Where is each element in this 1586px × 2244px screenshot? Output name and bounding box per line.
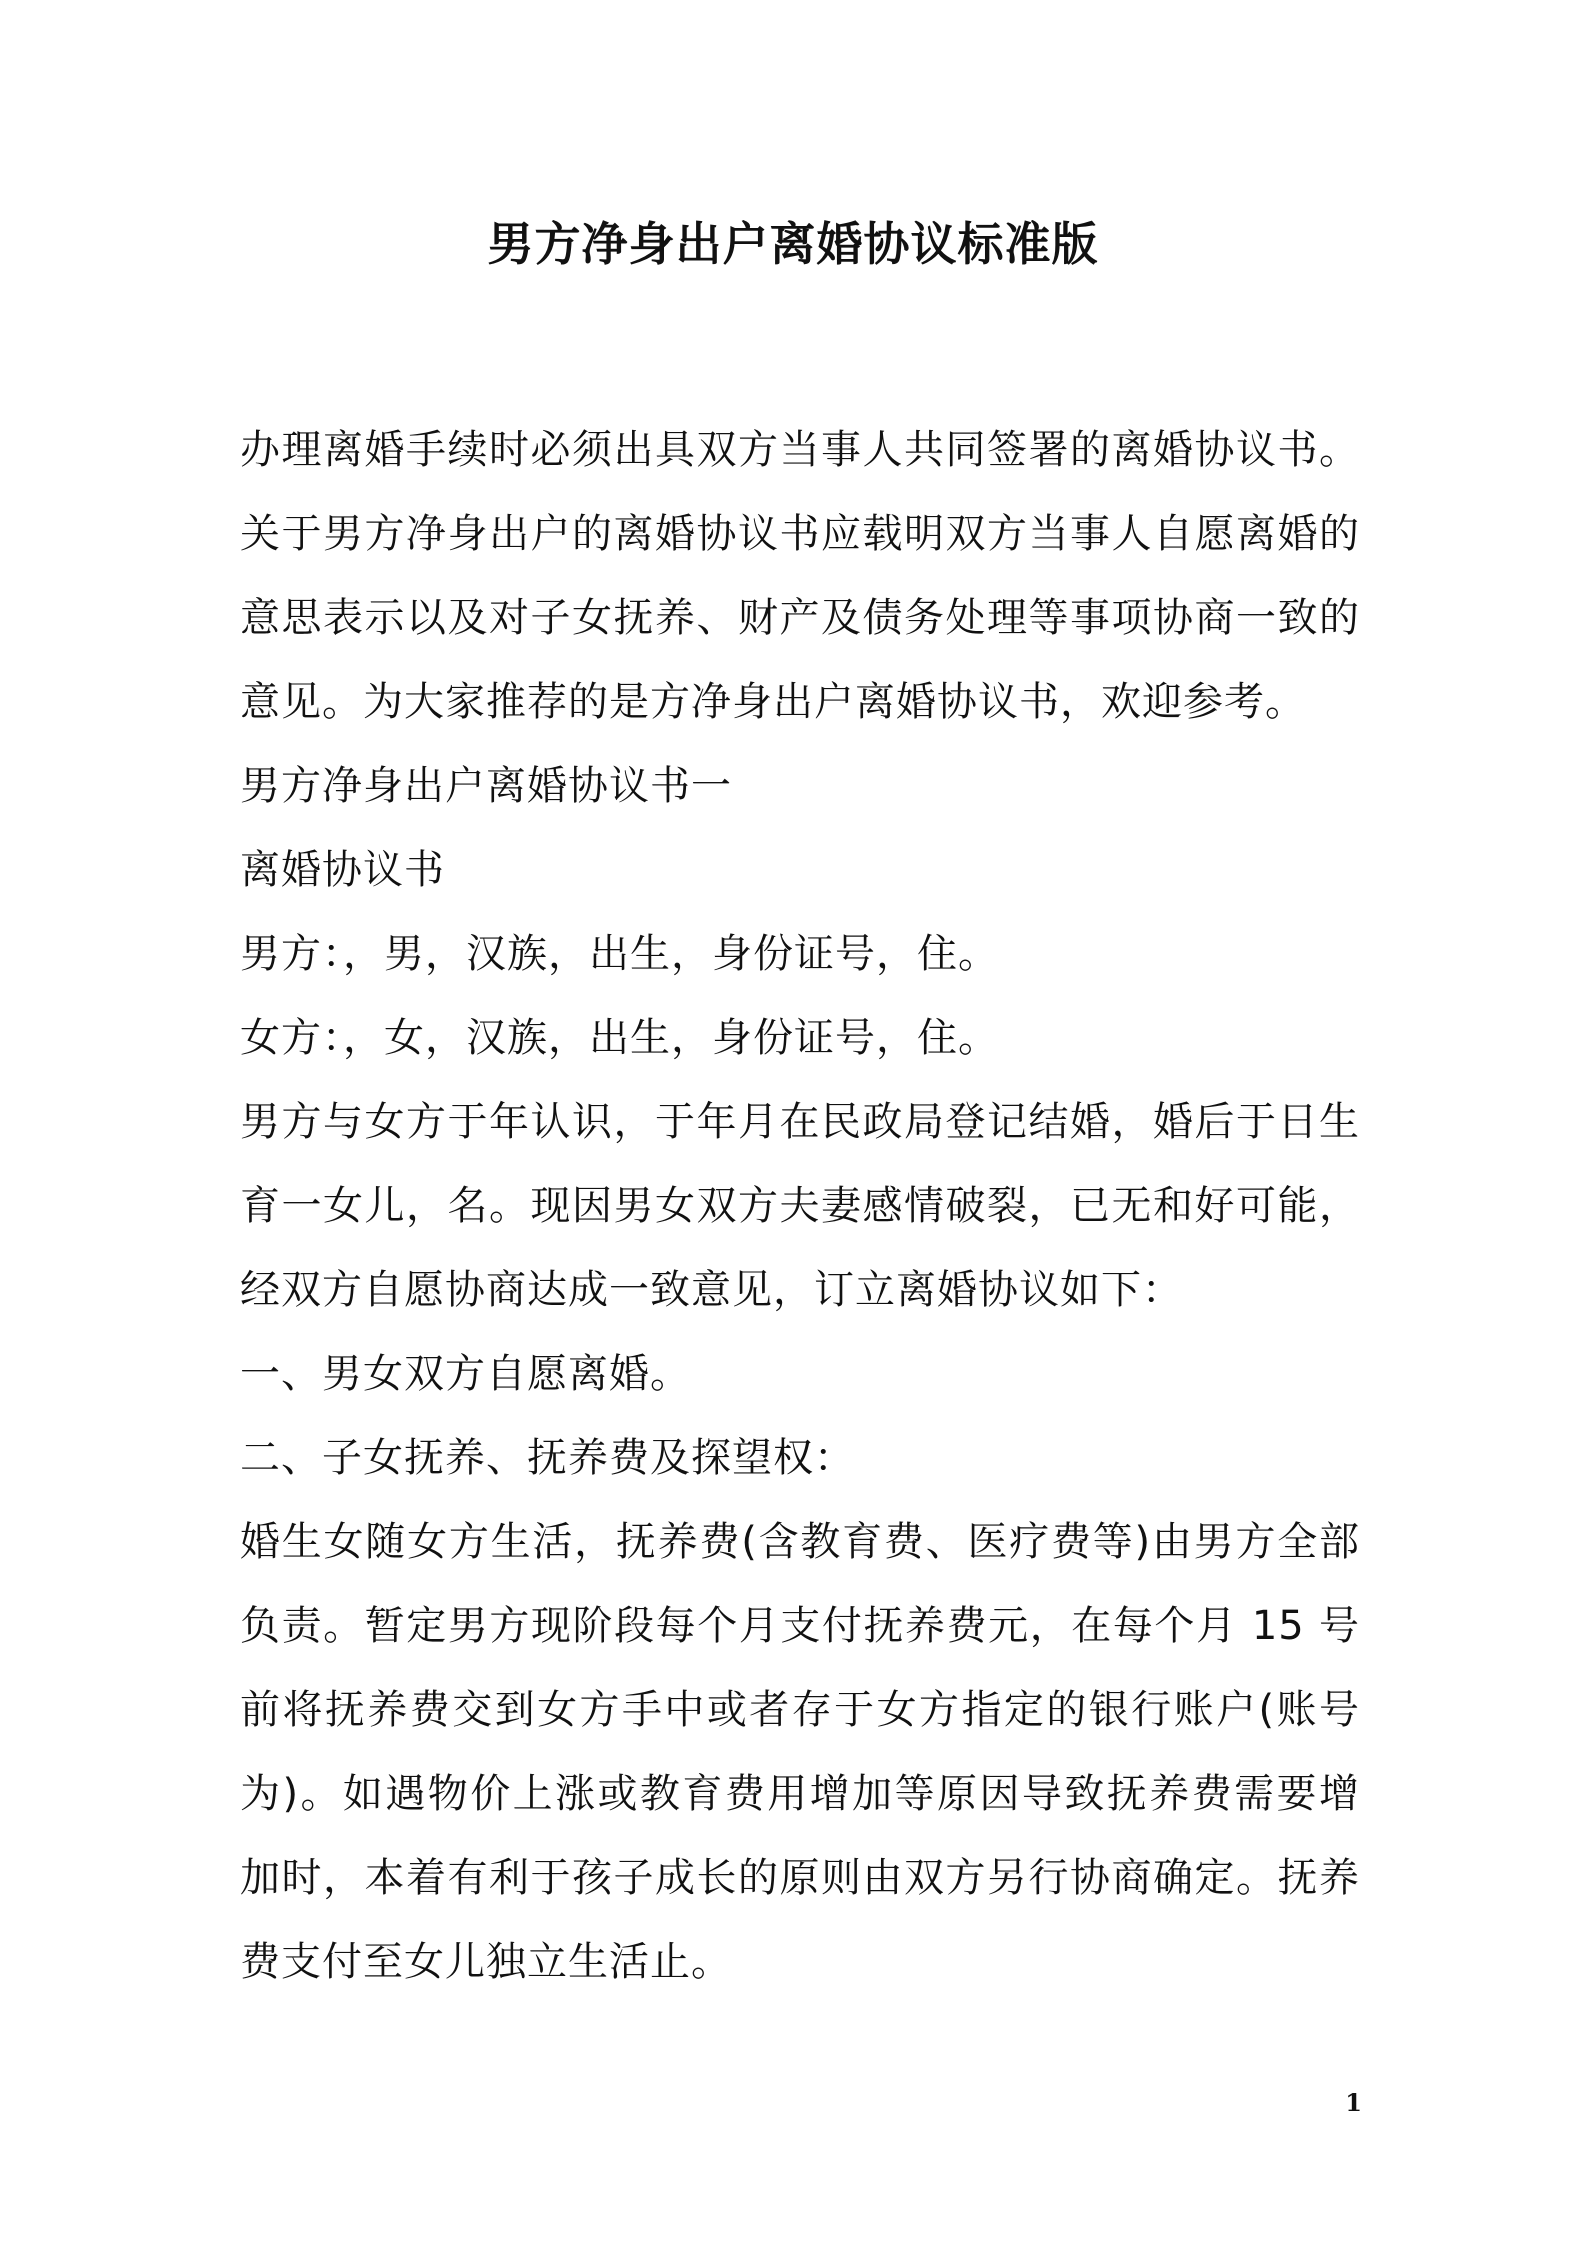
- paragraph-intro: 办理离婚手续时必须出具双方当事人共同签署的离婚协议书。关于男方净身出户的离婚协议书应载明双方当事人自愿离婚的意思表示以及对子女抚养、财产及债务处理等事项协商一致的意见。为大家推荐的是方净身出户离婚协议书，欢迎参考。: [240, 427, 1360, 725]
- paragraph-heading-agreement-one: 男方净身出户离婚协议书一: [240, 763, 732, 809]
- paragraph-clause-one: 一、男女双方自愿离婚。: [240, 1351, 691, 1397]
- document-body: [240, 408, 1360, 2004]
- paragraph-child-support: 婚生女随女方生活，抚养费(含教育费、医疗费等)由男方全部负责。暂定男方现阶段每个月支付抚养费元，在每个月 15 号前将抚养费交到女方手中或者存于女方指定的银行账户(账号为)。如遇物价上涨或教育费用增加等原因导致抚养费需要增加时，本着有利于孩子成长的原则由双方另行协商确定。抚养费支付至女儿独立生活止。: [240, 1519, 1360, 1985]
- paragraph-clause-two: 二、子女抚养、抚养费及探望权：: [240, 1435, 855, 1481]
- document-title: 男方净身出户离婚协议标准版: [487, 217, 1099, 271]
- paragraph-background: 男方与女方于年认识，于年月在民政局登记结婚，婚后于日生育一女儿，名。现因男女双方夫妻感情破裂，已无和好可能，经双方自愿协商达成一致意见，订立离婚协议如下：: [240, 1099, 1360, 1313]
- paragraph-male-party: 男方：，男，汉族，出生，身份证号，住。: [240, 931, 999, 977]
- page-number: 1: [1345, 2088, 1362, 2117]
- paragraph-heading-agreement: 离婚协议书: [240, 847, 445, 893]
- paragraph-female-party: 女方：，女，汉族，出生，身份证号，住。: [240, 1015, 999, 1061]
